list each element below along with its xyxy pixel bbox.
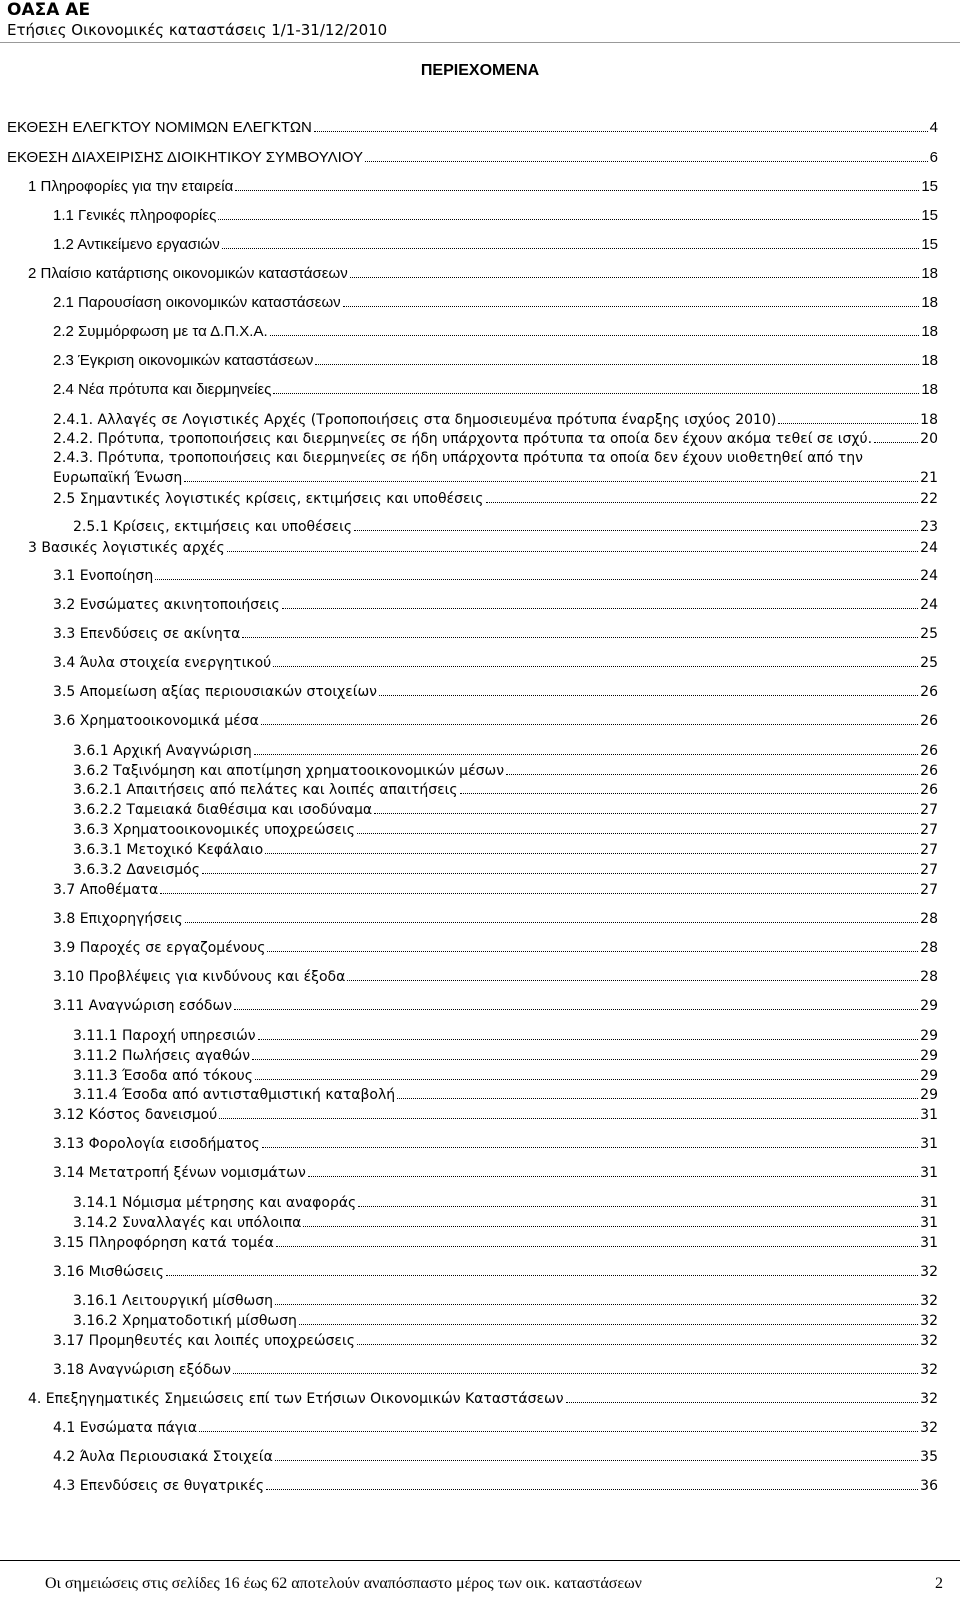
- toc-entry-label: 3.6.2.1 Απαιτήσεις από πελάτες και λοιπές απαιτήσεις: [73, 782, 458, 798]
- dot-leader: [265, 853, 918, 854]
- dot-leader: [235, 190, 919, 191]
- toc-entry-label: 3.18 Αναγνώριση εξόδων: [53, 1362, 231, 1378]
- toc-entry-page: 22: [920, 491, 938, 507]
- toc-entry-page: 18: [920, 412, 938, 428]
- toc-entry[interactable]: [53, 1165, 938, 1185]
- dot-leader: [379, 695, 918, 696]
- toc-entry[interactable]: [73, 1048, 938, 1068]
- toc-entry[interactable]: [73, 763, 938, 783]
- toc-entry[interactable]: [7, 119, 938, 139]
- toc-entry-label: 4. Επεξηγηματικές Σημειώσεις επί των Ετήσιων Οικονομικών Καταστάσεων: [28, 1391, 564, 1407]
- toc-entry-page: 32: [920, 1420, 938, 1436]
- toc-entry[interactable]: [53, 491, 938, 511]
- dot-leader: [303, 1226, 918, 1227]
- toc-entry-label: 2.3 Έγκριση οικονομικών καταστάσεων: [53, 352, 314, 369]
- toc-entry[interactable]: [53, 294, 938, 314]
- toc-entry[interactable]: [73, 802, 938, 822]
- toc-entry-page: 36: [920, 1478, 938, 1494]
- toc-entry[interactable]: [53, 626, 938, 646]
- toc-entry-label: 3.11.4 Έσοδα από αντισταθμιστική καταβολή: [73, 1087, 396, 1103]
- toc-entry[interactable]: [73, 1087, 938, 1107]
- toc-entry-page: 20: [920, 431, 938, 447]
- dot-leader: [222, 248, 920, 249]
- dot-leader: [202, 873, 918, 874]
- toc-entry-label: 3.14.1 Νόμισμα μέτρησης και αναφοράς: [73, 1195, 357, 1211]
- dot-leader: [347, 980, 918, 981]
- dot-leader: [267, 951, 918, 952]
- toc-entry-page: 27: [920, 842, 938, 858]
- dot-leader: [357, 833, 918, 834]
- dot-leader: [261, 724, 918, 725]
- toc-entry[interactable]: [28, 1391, 938, 1411]
- toc-entry[interactable]: [73, 1215, 938, 1235]
- toc-entry-label: 3 Βασικές λογιστικές αρχές: [28, 540, 225, 556]
- dot-leader: [219, 1118, 918, 1119]
- toc-entry-label: 2.5 Σημαντικές λογιστικές κρίσεις, εκτιμήσεις και υποθέσεις: [53, 491, 484, 507]
- toc-entry[interactable]: [73, 822, 938, 842]
- toc-entry-label: 4.1 Ενσώματα πάγια: [53, 1420, 198, 1436]
- toc-entry[interactable]: [28, 178, 938, 198]
- toc-entry-page: 31: [920, 1107, 938, 1123]
- toc-entry-label: 2.4.1. Αλλαγές σε Λογιστικές Αρχές (Τροποποιήσεις στα δημοσιευμένα πρότυπα έναρξης ισχύος 2010): [53, 412, 777, 428]
- dot-leader: [266, 1489, 918, 1490]
- toc-entry[interactable]: [28, 265, 938, 285]
- dot-leader: [282, 608, 918, 609]
- toc-entry[interactable]: [53, 655, 938, 675]
- toc-entry-page: 31: [920, 1165, 938, 1181]
- toc-entry[interactable]: [53, 470, 938, 490]
- toc-entry-page: 29: [920, 1087, 938, 1103]
- dot-leader: [242, 637, 918, 638]
- dot-leader: [276, 1246, 918, 1247]
- toc-entry-page: 32: [920, 1362, 938, 1378]
- toc-entry-page: 18: [921, 294, 938, 311]
- toc-entry-label: 3.8 Επιχορηγήσεις: [53, 911, 183, 927]
- dot-leader: [358, 1206, 918, 1207]
- toc-entry[interactable]: [53, 1449, 938, 1469]
- toc-entry-label: 3.16 Μισθώσεις: [53, 1264, 164, 1280]
- toc-entry-label: 3.4 Άυλα στοιχεία ενεργητικού: [53, 655, 272, 671]
- toc-entry-label: ΕΚΘΕΣΗ ΔΙΑΧΕΙΡΙΣΗΣ ΔΙΟΙΚΗΤΙΚΟΥ ΣΥΜΒΟΥΛΙΟΥ: [7, 149, 363, 166]
- toc-entry[interactable]: [53, 323, 938, 343]
- toc-entry[interactable]: [7, 149, 938, 169]
- toc-entry-label: 3.2 Ενσώματες ακινητοποιήσεις: [53, 597, 280, 613]
- toc-entry-page: 28: [920, 969, 938, 985]
- toc-entry-label: 3.9 Παροχές σε εργαζομένους: [53, 940, 266, 956]
- toc-entry-label: 3.14.2 Συναλλαγές και υπόλοιπα: [73, 1215, 302, 1231]
- toc-entry-label: 3.6.3 Χρηματοοικονομικές υποχρεώσεις: [73, 822, 355, 838]
- toc-entry-page: 25: [920, 655, 938, 671]
- toc-entry-page: 27: [920, 822, 938, 838]
- toc-entry[interactable]: [53, 1478, 938, 1498]
- toc-entry-label: 3.15 Πληροφόρηση κατά τομέα: [53, 1235, 274, 1251]
- dot-leader: [374, 813, 918, 814]
- toc-entry-page: 32: [920, 1293, 938, 1309]
- toc-entry[interactable]: [53, 713, 938, 733]
- dot-leader: [218, 219, 919, 220]
- toc-entry-page: 4: [929, 119, 938, 136]
- dot-leader: [155, 579, 918, 580]
- document-subtitle: Ετήσιες Οικονομικές καταστάσεις 1/1-31/12/2010: [7, 21, 388, 39]
- toc-entry-label: 3.5 Απομείωση αξίας περιουσιακών στοιχείων: [53, 684, 377, 700]
- toc-entry[interactable]: [53, 568, 938, 588]
- toc-entry-label: 1.1 Γενικές πληροφορίες: [53, 207, 217, 224]
- toc-entry[interactable]: [53, 431, 938, 451]
- toc-entry[interactable]: [53, 236, 938, 256]
- toc-entry-page: 18: [921, 381, 938, 398]
- toc-entry-label: 3.6.2 Ταξινόμηση και αποτίμηση χρηματοοικονομικών μέσων: [73, 763, 505, 779]
- toc-entry-page: 15: [921, 207, 938, 224]
- toc-entry-label: 1.2 Αντικείμενο εργασιών: [53, 236, 220, 253]
- toc-entry-page: 32: [920, 1391, 938, 1407]
- dot-leader: [299, 1324, 918, 1325]
- toc-entry-label: 3.11.2 Πωλήσεις αγαθών: [73, 1048, 251, 1064]
- toc-title: ΠΕΡΙΕΧΟΜΕΝΑ: [420, 62, 540, 79]
- toc-entry[interactable]: [73, 782, 938, 802]
- dot-leader: [778, 423, 918, 424]
- dot-leader: [343, 306, 920, 307]
- toc-entry-page: 29: [920, 1068, 938, 1084]
- toc-entry-label: 2.4.2. Πρότυπα, τροποποιήσεις και διερμηνείες σε ήδη υπάρχοντα πρότυπα τα οποία δεν έχουν ακόμα τεθεί σε ισχύ.: [53, 431, 873, 447]
- toc-entry-label: 1 Πληροφορίες για την εταιρεία: [28, 178, 234, 195]
- dot-leader: [460, 793, 919, 794]
- dot-leader: [270, 335, 920, 336]
- toc-entry-label: 3.11 Αναγνώριση εσόδων: [53, 998, 233, 1014]
- dot-leader: [199, 1431, 918, 1432]
- toc-entry-page: 31: [920, 1215, 938, 1231]
- toc-entry[interactable]: [53, 1107, 938, 1127]
- toc-entry-label: 3.16.2 Χρηματοδοτική μίσθωση: [73, 1313, 297, 1329]
- toc-entry-label: 2.4 Νέα πρότυπα και διερμηνείες: [53, 381, 272, 398]
- dot-leader: [184, 481, 918, 482]
- dot-leader: [227, 551, 919, 552]
- toc-entry-label: 2.1 Παρουσίαση οικονομικών καταστάσεων: [53, 294, 341, 311]
- toc-entry-page: 27: [920, 802, 938, 818]
- toc-entry-page: 24: [920, 568, 938, 584]
- toc-entry[interactable]: [73, 842, 938, 862]
- dot-leader: [308, 1176, 918, 1177]
- dot-leader: [258, 1039, 919, 1040]
- toc-entry-page: 32: [920, 1333, 938, 1349]
- toc-entry-label: 3.6.1 Αρχική Αναγνώριση: [73, 743, 252, 759]
- toc-entry-label: 3.6.3.2 Δανεισμός: [73, 862, 200, 878]
- toc-entry[interactable]: [73, 1195, 938, 1215]
- dot-leader: [314, 131, 928, 132]
- toc-entry[interactable]: [73, 1293, 938, 1313]
- dot-leader: [357, 1344, 918, 1345]
- dot-leader: [252, 1059, 918, 1060]
- toc-entry-page: 26: [920, 713, 938, 729]
- dot-leader: [275, 1460, 918, 1461]
- dot-leader: [566, 1402, 919, 1403]
- toc-entry[interactable]: [53, 412, 938, 432]
- toc-entry-page: 26: [920, 763, 938, 779]
- toc-entry[interactable]: [53, 1333, 938, 1353]
- toc-entry[interactable]: [53, 882, 938, 902]
- toc-entry[interactable]: [73, 519, 938, 539]
- toc-entry-label: 2.2 Συμμόρφωση με τα Δ.Π.Χ.Α.: [53, 323, 268, 340]
- toc-entry-page: 24: [920, 597, 938, 613]
- toc-entry-label: 3.13 Φορολογία εισοδήματος: [53, 1136, 260, 1152]
- toc-entry[interactable]: [53, 207, 938, 227]
- dot-leader: [275, 1304, 918, 1305]
- dot-leader: [254, 754, 918, 755]
- toc-entry[interactable]: [53, 1264, 938, 1284]
- dot-leader: [365, 161, 928, 162]
- toc-entry-label: 3.16.1 Λειτουργική μίσθωση: [73, 1293, 273, 1309]
- toc-entry-page: 28: [920, 940, 938, 956]
- toc-entry[interactable]: [73, 1028, 938, 1048]
- toc-entry[interactable]: [53, 969, 938, 989]
- toc-entry-label: Ευρωπαϊκή Ένωση: [53, 470, 183, 486]
- toc-entry-label: 3.10 Προβλέψεις για κινδύνους και έξοδα: [53, 969, 346, 985]
- toc-entry-label: 3.17 Προμηθευτές και λοιπές υποχρεώσεις: [53, 1333, 355, 1349]
- toc-entry-page: 28: [920, 911, 938, 927]
- dot-leader: [262, 1147, 918, 1148]
- toc-entry-label: 3.6.3.1 Μετοχικό Κεφάλαιο: [73, 842, 264, 858]
- toc-entry-page: 26: [920, 782, 938, 798]
- toc-entry[interactable]: [73, 862, 938, 882]
- toc-entry-label: 3.6.2.2 Ταμειακά διαθέσιμα και ισοδύναμα: [73, 802, 373, 818]
- dot-leader: [234, 1009, 918, 1010]
- dot-leader: [506, 774, 918, 775]
- toc-entry-page: 31: [920, 1136, 938, 1152]
- toc-entry[interactable]: [28, 540, 938, 560]
- toc-entry-page: 31: [920, 1235, 938, 1251]
- toc-entry-page: 27: [920, 862, 938, 878]
- toc-entry-page: 23: [920, 519, 938, 535]
- toc-entry-page: 32: [920, 1264, 938, 1280]
- dot-leader: [874, 442, 918, 443]
- toc-entry[interactable]: [53, 352, 938, 372]
- dot-leader: [486, 502, 919, 503]
- dot-leader: [273, 393, 919, 394]
- toc-entry-label: 3.3 Επενδύσεις σε ακίνητα: [53, 626, 241, 642]
- toc-entry-page: 18: [921, 265, 938, 282]
- footer-note: Οι σημειώσεις στις σελίδες 16 έως 62 αποτελούν αναπόσπαστο μέρος των οικ. καταστάσεων: [45, 1575, 642, 1592]
- toc-entry[interactable]: [73, 743, 938, 763]
- toc-entry[interactable]: [53, 940, 938, 960]
- toc-entry-page: 26: [920, 684, 938, 700]
- toc-entry-label: 3.1 Ενοποίηση: [53, 568, 154, 584]
- dot-leader: [397, 1098, 918, 1099]
- footer-divider: [0, 1560, 960, 1561]
- toc-entry-page: 27: [920, 882, 938, 898]
- toc-entry-label: 3.11.3 Έσοδα από τόκους: [73, 1068, 253, 1084]
- page-number: 2: [935, 1575, 943, 1592]
- toc-entry[interactable]: [53, 381, 938, 401]
- toc-entry-label: 3.11.1 Παροχή υπηρεσιών: [73, 1028, 256, 1044]
- toc-entry-label-line: 2.4.3. Πρότυπα, τροποποιήσεις και διερμηνείες σε ήδη υπάρχοντα πρότυπα τα οποία δεν έχουν υιοθετηθεί από την: [53, 450, 863, 466]
- toc-entry-page: 29: [920, 1028, 938, 1044]
- toc-entry-page: 29: [920, 1048, 938, 1064]
- toc-entry-page: 18: [921, 323, 938, 340]
- toc-entry[interactable]: [53, 911, 938, 931]
- toc-entry-page: 18: [921, 352, 938, 369]
- dot-leader: [166, 1275, 918, 1276]
- toc-entry-label: 3.6 Χρηματοοικονομικά μέσα: [53, 713, 259, 729]
- toc-entry-label: 3.12 Κόστος δανεισμού: [53, 1107, 218, 1123]
- dot-leader: [185, 922, 918, 923]
- dot-leader: [350, 277, 920, 278]
- toc-entry-page: 24: [920, 540, 938, 556]
- toc-entry-page: 25: [920, 626, 938, 642]
- toc-entry-page: 15: [921, 236, 938, 253]
- toc-entry-page: 6: [929, 149, 938, 166]
- dot-leader: [160, 893, 918, 894]
- toc-entry-page: 21: [920, 470, 938, 486]
- toc-entry-label: 2.5.1 Κρίσεις, εκτιμήσεις και υποθέσεις: [73, 519, 353, 535]
- toc-entry[interactable]: [73, 1068, 938, 1088]
- toc-entry-page: 35: [920, 1449, 938, 1465]
- toc-entry-label: 4.2 Άυλα Περιουσιακά Στοιχεία: [53, 1449, 273, 1465]
- toc-entry[interactable]: [53, 1235, 938, 1255]
- toc-entry[interactable]: [53, 684, 938, 704]
- toc-entry-label: ΕΚΘΕΣΗ ΕΛΕΓΚΤΟΥ ΝΟΜΙΜΩΝ ΕΛΕΓΚΤΩΝ: [7, 119, 312, 136]
- toc-entry[interactable]: [53, 1420, 938, 1440]
- toc-entry-label: 2 Πλαίσιο κατάρτισης οικονομικών καταστάσεων: [28, 265, 348, 282]
- toc-entry-page: 29: [920, 998, 938, 1014]
- toc-entry-label: 3.7 Αποθέματα: [53, 882, 159, 898]
- dot-leader: [315, 364, 919, 365]
- dot-leader: [354, 530, 918, 531]
- toc-entry-label: 3.14 Μετατροπή ξένων νομισμάτων: [53, 1165, 306, 1181]
- toc-entry[interactable]: [73, 1313, 938, 1333]
- toc-entry[interactable]: [53, 998, 938, 1018]
- toc-entry[interactable]: [53, 1362, 938, 1382]
- dot-leader: [255, 1079, 918, 1080]
- toc-entry[interactable]: [53, 1136, 938, 1156]
- page-footer: [45, 1575, 943, 1593]
- toc-entry-page: 31: [920, 1195, 938, 1211]
- toc-entry-page: 15: [921, 178, 938, 195]
- dot-leader: [273, 666, 918, 667]
- toc-entry-page: 32: [920, 1313, 938, 1329]
- toc-entry-label: 4.3 Επενδύσεις σε θυγατρικές: [53, 1478, 265, 1494]
- company-name: ΟΑΣΑ ΑΕ: [7, 0, 91, 20]
- toc-entry-page: 26: [920, 743, 938, 759]
- dot-leader: [233, 1373, 918, 1374]
- toc-entry[interactable]: [53, 597, 938, 617]
